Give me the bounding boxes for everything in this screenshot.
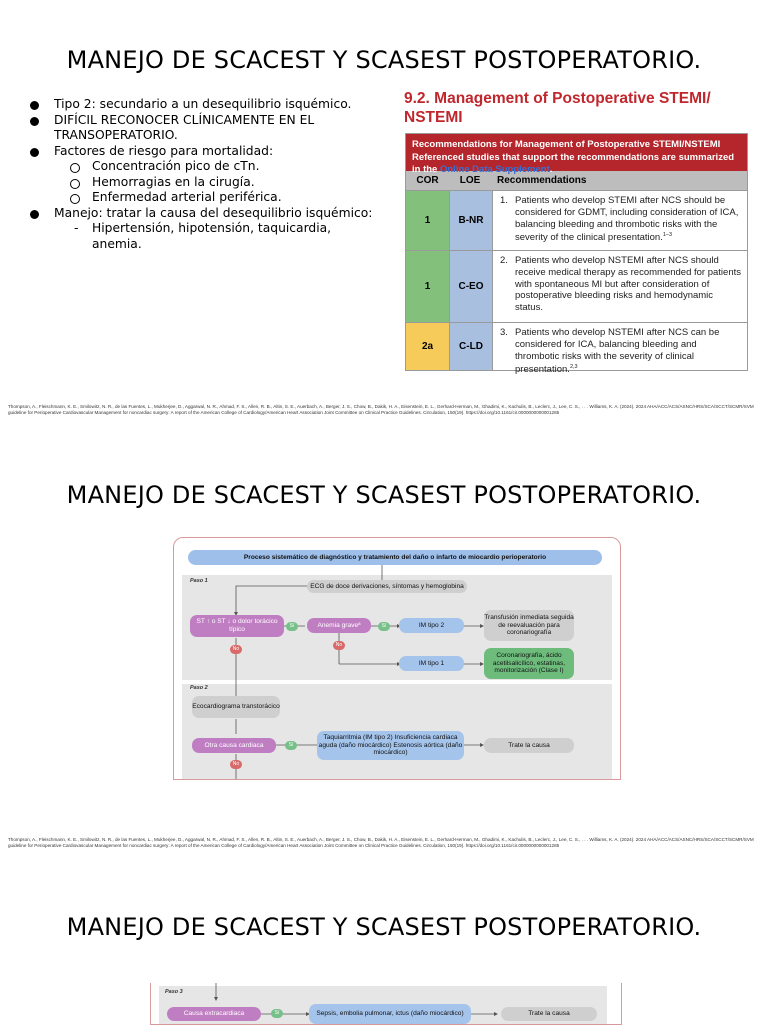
no-connector: No [333, 641, 345, 650]
flowchart-continued [150, 983, 622, 1025]
sub-dash-item: - Hipertensión, hipotensión, taquicardia, anemia. [54, 221, 378, 252]
recommendation-cell [493, 191, 747, 250]
flowchart-header: Proceso sistemático de diagnóstico y tratamiento del daño o infarto de miocardio perioperatorio [188, 550, 602, 565]
table-row [406, 322, 747, 376]
st-node: ST ↑ o ST ↓ o dolor torácico típico [190, 615, 284, 637]
column-header-cor: COR [416, 175, 439, 186]
bullet-list [28, 97, 378, 252]
citation: Thompson, A., Fleischmann, K. E., Smilowitz, N. R., de las Fuentes, L., Mukherjee, D., Aggarwal, N. R., Ahmad, F. S., Allen, R. B., Altin, S. E., Auerbach, A., Berger, J. S., Chow, B., Dakik, H. A., Eisenstein, E. L., Gerhard-Herman, M., Ghadimi, K., Kachulis, B., Leclerc, J., Lee, C. S., . . . Williams, K. A. (2024). 2024 AHA/ACC/ACS/ASNC/HRS/SCA/SCCT/SCMR/SVM guideline for Perioperative Cardiovascular Management for noncardiac surgery: A report of the American College of Cardiology/American Heart Association Joint Committee on Clinical Practice Guidelines. Circulation, 150(19). https://doi.org/10.1161/cir.0000000000001285 [8, 404, 754, 416]
tachyarrhythmia-node: Taquiarritmia (IM tipo 2) Insuficiencia cardiaca aguda (daño miocárdico) Estenosis aórtica (daño miocárdico) [317, 731, 464, 760]
slide-title: MANEJO DE SCACEST Y SCASEST POSTOPERATORIO. [66, 481, 702, 509]
no-connector: No [230, 645, 242, 654]
sub-bullet-item: Hemorragias en la cirugía. [54, 175, 378, 191]
rec-number: 1. [500, 195, 508, 206]
citation: Thompson, A., Fleischmann, K. E., Smilowitz, N. R., de las Fuentes, L., Mukherjee, D., Aggarwal, N. R., Ahmad, F. S., Allen, R. B., Altin, S. E., Auerbach, A., Berger, J. S., Chow, B., Dakik, H. A., Eisenstein, E. L., Gerhard-Herman, M., Ghadimi, K., Kachulis, B., Leclerc, J., Lee, C. S., . . . Williams, K. A. (2024). 2024 AHA/ACC/ACS/ASNC/HRS/SCA/SCCT/SCMR/SVM guideline for Perioperative Cardiovascular Management for noncardiac surgery: A report of the American College of Cardiology/American Heart Association Joint Committee on Clinical Practice Guidelines. Circulation, 150(19). https://doi.org/10.1161/cir.0000000000001285 [8, 837, 754, 849]
recommendation-cell [493, 251, 747, 322]
loe-cell: C-LD [450, 323, 493, 370]
bullet-text: Factores de riesgo para mortalidad: [54, 143, 274, 158]
extracardiac-node: Causa extracardiaca [167, 1007, 261, 1021]
coronariography-node: Coronariografía, ácido acetilsalicílico, estatinas, monitorización (Clase I) [484, 648, 574, 679]
rec-text: Patients who develop NSTEMI after NCS can be considered for ICA, balancing bleeding and thrombotic risks with the severity of clinical presentation. [515, 327, 720, 376]
yes-connector: Sí [286, 622, 298, 631]
treat-cause-node: Trate la causa [501, 1007, 597, 1021]
guideline-heading: 9.2. Management of Postoperative STEMI/ NSTEMI [404, 90, 711, 126]
im2-node: IM tipo 2 [399, 618, 464, 633]
bullet-item: Tipo 2: secundario a un desequilibrio isquémico. [28, 97, 378, 113]
column-header-loe: LOE [459, 175, 481, 186]
flowchart [173, 537, 621, 780]
slide-1 [0, 0, 768, 440]
sub-list [54, 159, 378, 206]
im1-node: IM tipo 1 [399, 656, 464, 671]
cor-cell: 1 [406, 191, 450, 250]
yes-connector: Sí [285, 741, 297, 750]
recommendation-cell [493, 323, 747, 376]
yes-connector: Sí [378, 622, 390, 631]
cor-cell: 1 [406, 251, 450, 322]
sub-bullet-item: Enfermedad arterial periférica. [54, 190, 378, 206]
step-label: Paso 1 [190, 578, 208, 584]
step-label: Paso 2 [190, 685, 208, 691]
slide-title: MANEJO DE SCACEST Y SCASEST POSTOPERATORIO. [66, 913, 702, 941]
bullet-item: DIFÍCIL RECONOCER CLÍNICAMENTE EN EL TRANSOPERATORIO. [28, 113, 378, 144]
bullet-item [28, 206, 378, 253]
loe-cell: B-NR [450, 191, 493, 250]
slide-2 [0, 440, 768, 880]
ecg-node: ECG de doce derivaciones, síntomas y hemoglobina [307, 580, 467, 593]
sepsis-node: Sepsis, embolia pulmonar, ictus (daño miocárdico) [309, 1004, 471, 1024]
table-header-end: . [549, 164, 553, 175]
column-header-recommendations: Recommendations [497, 175, 587, 186]
table-row [406, 190, 747, 250]
slide-3 [0, 880, 768, 1024]
loe-cell: C-EO [450, 251, 493, 322]
sub-list [54, 221, 378, 252]
rec-text: Patients who develop NSTEMI after NCS should receive medical therapy as recommended for patients with spontaneous MI but after consideration of postoperative bleeding risks and hemodynamic status. [515, 255, 742, 314]
bullet-text: Manejo: tratar la causa del desequilibrio isquémico: [54, 205, 373, 220]
bullet-item [28, 144, 378, 206]
table-row [406, 250, 747, 322]
yes-connector: Sí [271, 1009, 283, 1018]
rec-text: Patients who develop STEMI after NCS should be considered for GDMT, including consideration of ICA, balancing bleeding and thrombotic risks with the severity of the clinical presentation. [515, 195, 739, 244]
rec-number: 2. [500, 255, 508, 266]
sub-bullet-item: Concentración pico de cTn. [54, 159, 378, 175]
recommendation-table [405, 133, 748, 376]
no-connector: No [230, 760, 242, 769]
table-header-text: Recommendations for Management of Postoperative STEMI/NSTEMI Referenced studies that support the recommendations are summarized in the [412, 139, 735, 175]
supplement-link[interactable]: Online Data Supplement [439, 164, 550, 175]
echo-node: Ecocardiograma transtorácico [192, 696, 280, 718]
anemia-node: Anemia graveª [307, 618, 371, 633]
treat-cause-node: Trate la causa [484, 738, 574, 753]
rec-ref: 1–3 [662, 232, 673, 239]
other-cardiac-node: Otra causa cardiaca [192, 738, 276, 753]
table-header-banner [406, 134, 747, 175]
slide-title: MANEJO DE SCACEST Y SCASEST POSTOPERATORIO. [66, 46, 702, 74]
rec-number: 3. [500, 327, 508, 338]
rec-ref: 2,3 [569, 364, 578, 371]
step-label: Paso 3 [165, 989, 183, 995]
transfusion-node: Transfusión inmediata seguida de reevaluación para coronariografía [484, 610, 574, 641]
cor-cell: 2a [406, 323, 450, 370]
